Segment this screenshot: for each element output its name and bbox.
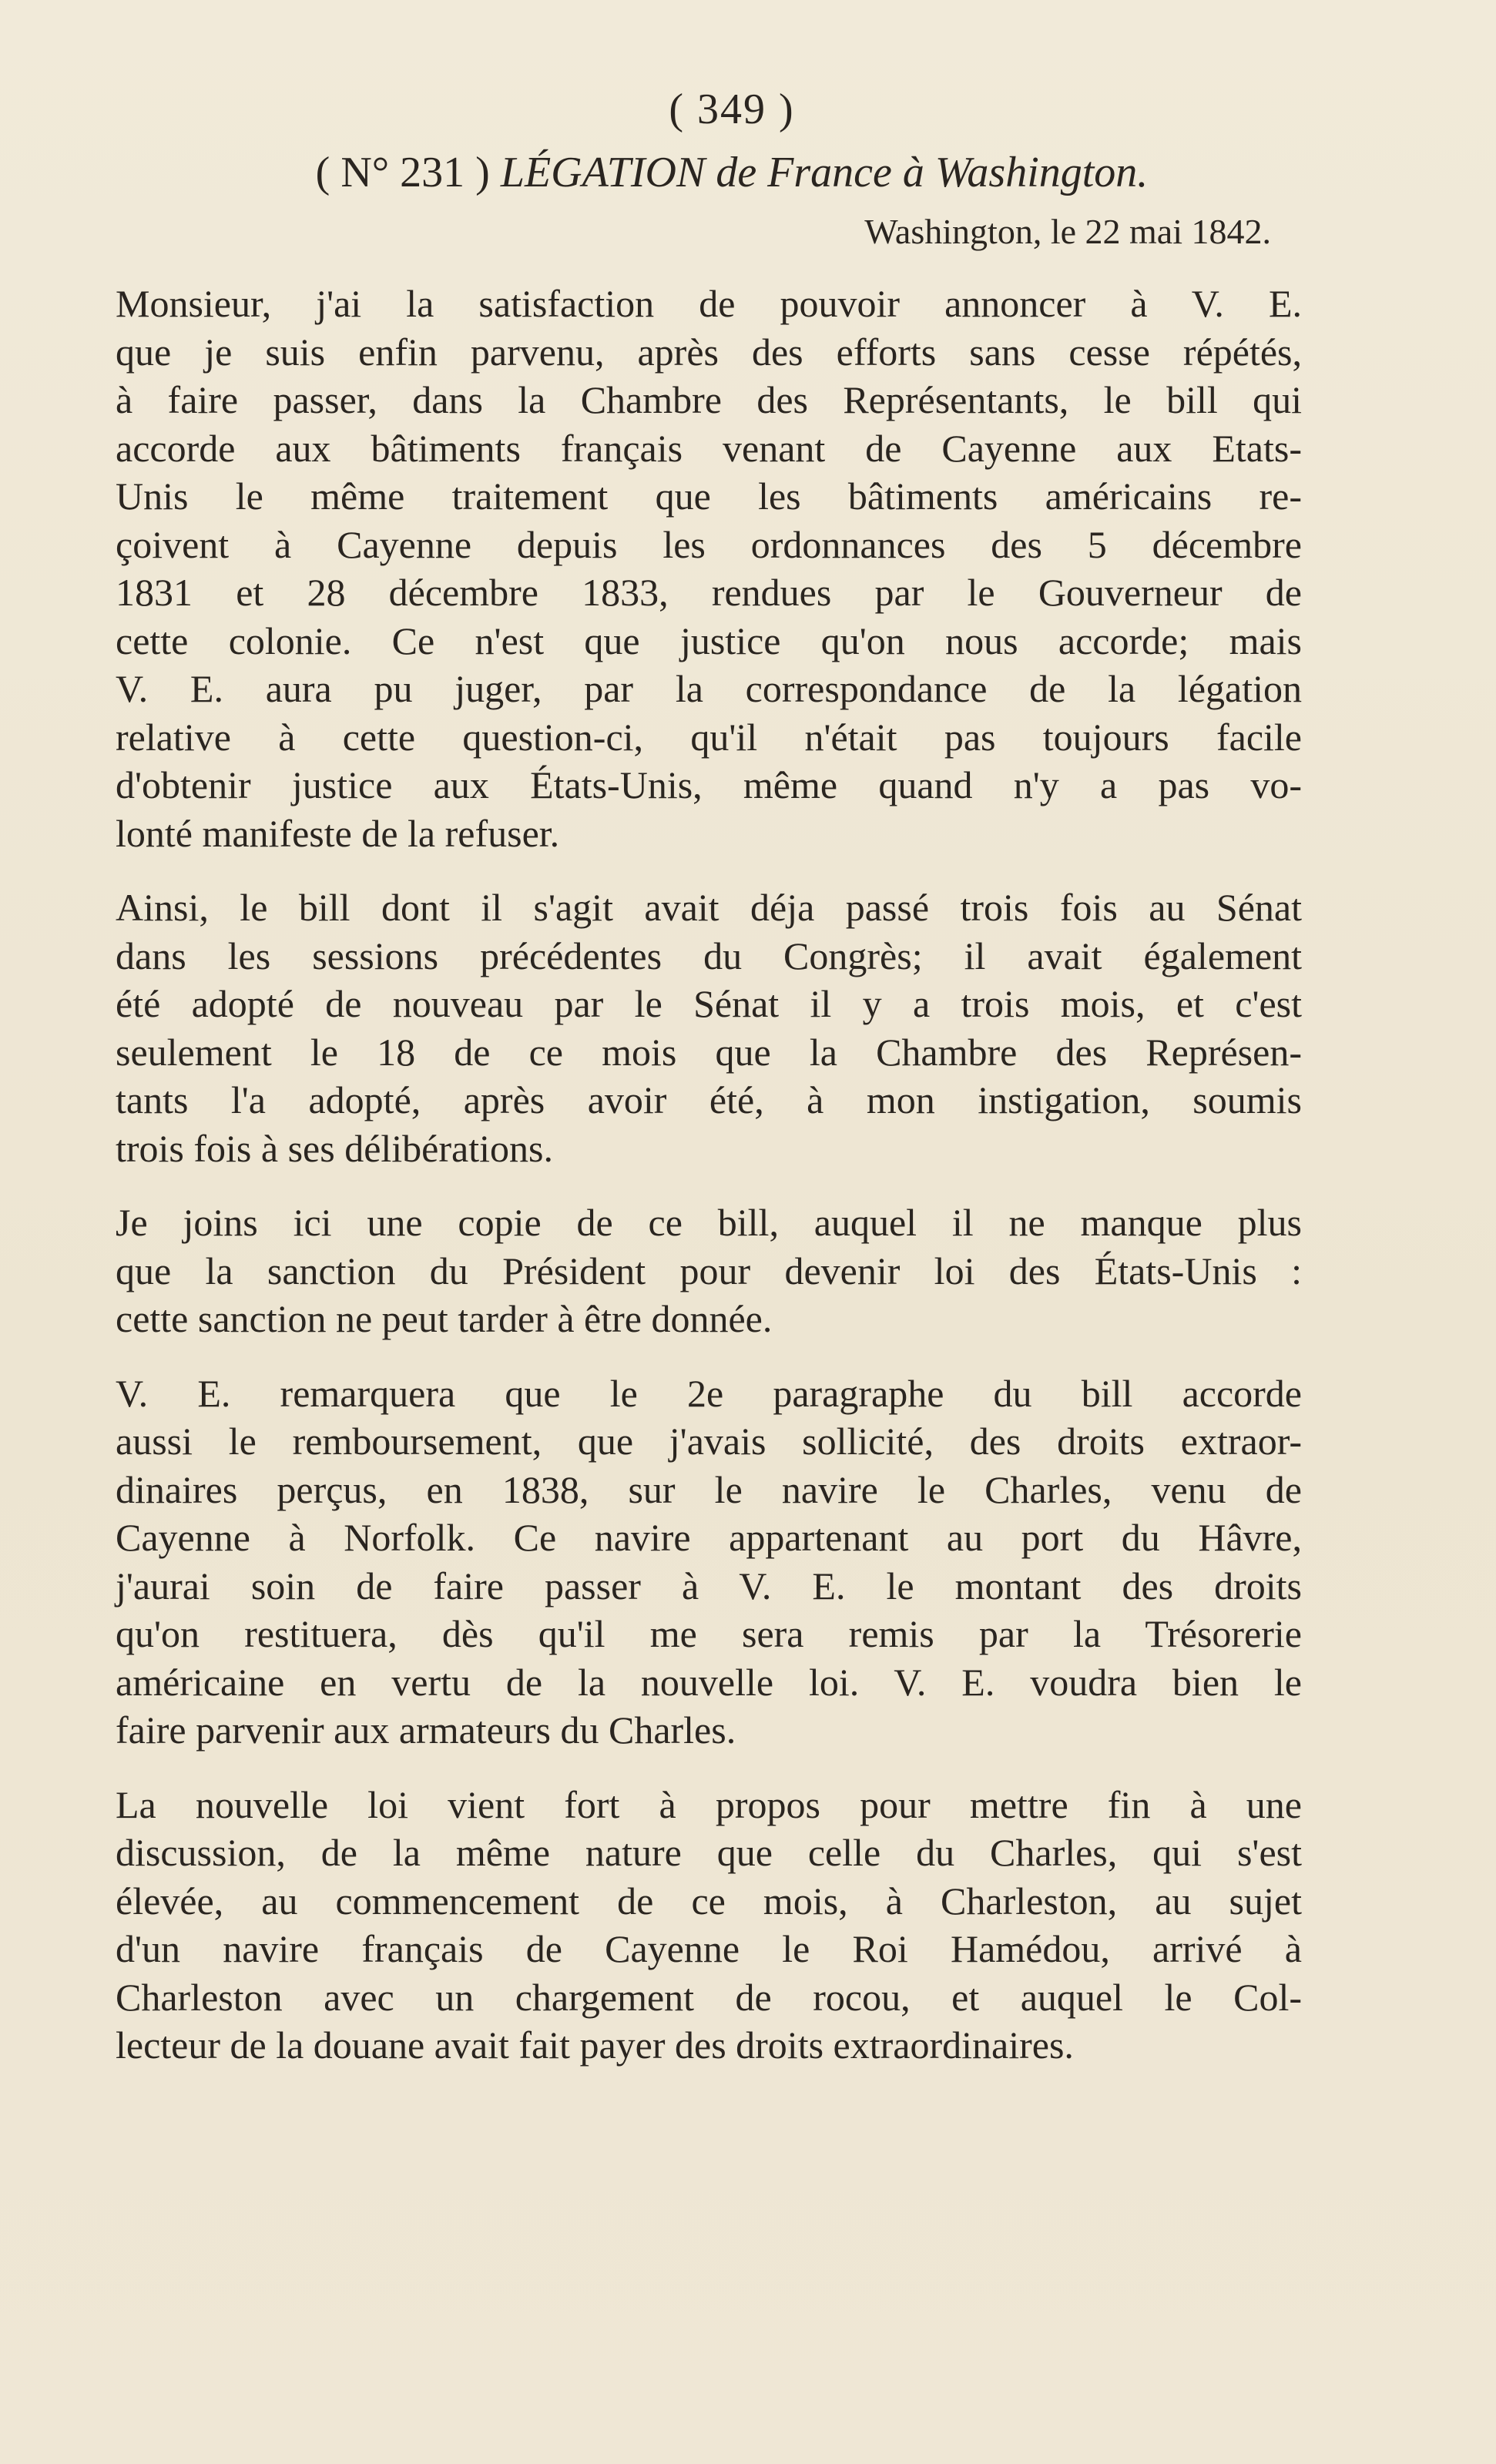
text-line: lonté manifeste de la refuser. bbox=[116, 811, 560, 855]
text-line: dans les sessions précédentes du Congrès; il avait également bbox=[116, 934, 1302, 977]
text-line: que la sanction du Président pour devenir loi des États-Unis : bbox=[116, 1249, 1302, 1292]
text-line: aussi le remboursement, que j'avais sollicité, des droits extraor- bbox=[116, 1420, 1302, 1463]
paragraph-5 bbox=[116, 1781, 1302, 2070]
paragraph-2 bbox=[116, 883, 1302, 1172]
text-line: élevée, au commencement de ce mois, à Charleston, au sujet bbox=[116, 1879, 1302, 1923]
text-line: 1831 et 28 décembre 1833, rendues par le Gouverneur de bbox=[116, 571, 1302, 614]
text-line: américaine en vertu de la nouvelle loi. V. E. voudra bien le bbox=[116, 1660, 1302, 1704]
text-line: La nouvelle loi vient fort à propos pour mettre fin à une bbox=[116, 1782, 1302, 1826]
paragraph-1 bbox=[116, 280, 1302, 857]
text-line: çoivent à Cayenne depuis les ordonnances des 5 décembre bbox=[116, 522, 1302, 566]
text-line: Charleston avec un chargement de rocou, et auquel le Col- bbox=[116, 1975, 1302, 2019]
text-line: V. E. aura pu juger, par la correspondance de la légation bbox=[116, 667, 1302, 710]
text-line: faire parvenir aux armateurs du Charles. bbox=[116, 1708, 736, 1752]
text-line: Cayenne à Norfolk. Ce navire appartenant au port du Hâvre, bbox=[116, 1516, 1302, 1559]
text-line: à faire passer, dans la Chambre des Représentants, le bill qui bbox=[116, 378, 1302, 421]
text-line: cette colonie. Ce n'est que justice qu'on nous accorde; mais bbox=[116, 619, 1302, 662]
paragraph-4 bbox=[116, 1369, 1302, 1755]
text-line: Ainsi, le bill dont il s'agit avait déja passé trois fois au Sénat bbox=[116, 886, 1302, 929]
text-line: Monsieur, j'ai la satisfaction de pouvoir annoncer à V. E. bbox=[116, 282, 1302, 325]
text-line: que je suis enfin parvenu, après des efforts sans cesse répétés, bbox=[116, 330, 1302, 374]
page-number: ( 349 ) bbox=[669, 85, 795, 133]
text-line: cette sanction ne peut tarder à être donnée. bbox=[116, 1297, 773, 1340]
dateline: Washington, le 22 mai 1842. bbox=[864, 212, 1271, 251]
text-line: accorde aux bâtiments français venant de Cayenne aux Etats- bbox=[116, 426, 1302, 470]
body-text bbox=[116, 280, 1302, 2070]
text-line: discussion, de la même nature que celle du Charles, qui s'est bbox=[116, 1831, 1302, 1874]
text-line: j'aurai soin de faire passer à V. E. le montant des droits bbox=[116, 1564, 1302, 1607]
document-reference-number: ( N° 231 ) bbox=[315, 149, 490, 196]
document-title: LÉGATION de France à Washington. bbox=[500, 149, 1149, 196]
text-line: d'un navire français de Cayenne le Roi Hamédou, arrivé à bbox=[116, 1927, 1302, 1970]
text-line: dinaires perçus, en 1838, sur le navire le Charles, venu de bbox=[116, 1467, 1302, 1511]
text-line: d'obtenir justice aux États-Unis, même quand n'y a pas vo- bbox=[116, 763, 1302, 806]
text-line: V. E. remarquera que le 2e paragraphe du bill accorde bbox=[116, 1371, 1302, 1415]
text-line: Je joins ici une copie de ce bill, auquel il ne manque plus bbox=[116, 1201, 1302, 1244]
text-line: été adopté de nouveau par le Sénat il y a trois mois, et c'est bbox=[116, 982, 1302, 1025]
text-line: tants l'a adopté, après avoir été, à mon instigation, soumis bbox=[116, 1078, 1302, 1121]
document-heading bbox=[116, 148, 1302, 197]
text-line: Unis le même traitement que les bâtiments américains re- bbox=[116, 474, 1302, 518]
text-block bbox=[116, 85, 1302, 2096]
text-line: relative à cette question-ci, qu'il n'était pas toujours facile bbox=[116, 715, 1302, 759]
text-line: lecteur de la douane avait fait payer des droits extraordinaires. bbox=[116, 2023, 1074, 2067]
text-line: trois fois à ses délibérations. bbox=[116, 1126, 553, 1170]
text-line: qu'on restituera, dès qu'il me sera remis par la Trésorerie bbox=[116, 1612, 1302, 1655]
text-line: seulement le 18 de ce mois que la Chambre des Représen- bbox=[116, 1030, 1302, 1074]
paragraph-3 bbox=[116, 1198, 1302, 1343]
